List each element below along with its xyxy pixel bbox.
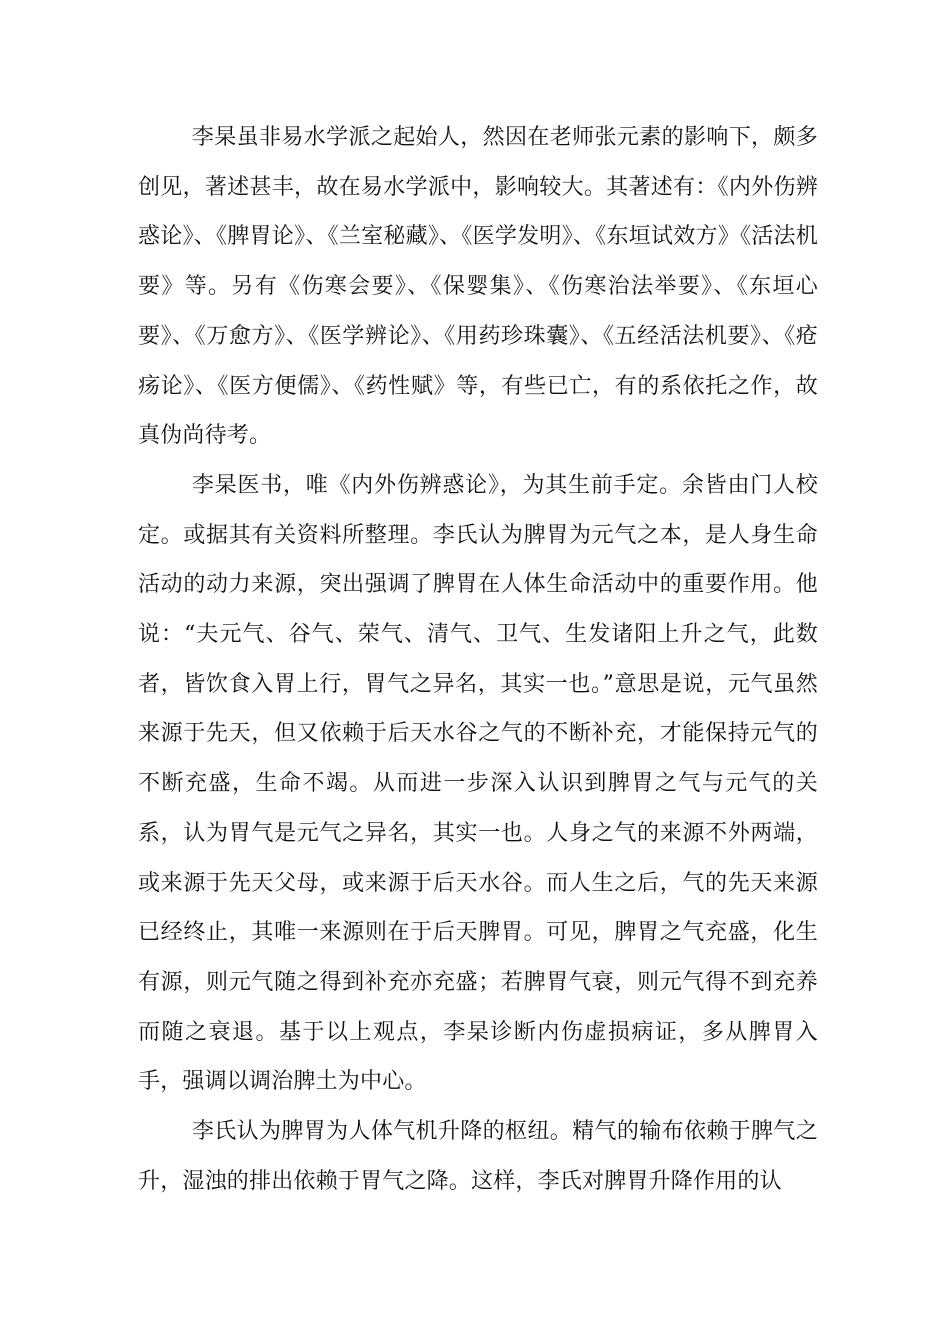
paragraph-2: 李杲医书，唯《内外伤辨惑论》，为其生前手定。余皆由门人校定。或据其有关资料所整理。李氏认为脾胃为元气之本，是人身生命活动的动力来源，突出强调了脾胃在人体生命活动中的重要作用。他说：“夫元气、谷气、荣气、清气、卫气、生发诸阳上升之气，此数者，皆饮食入胃上行，胃气之异名，其实一也。”意思是说，元气虽然来源于先天，但又依赖于后天水谷之气的不断补充，才能保持元气的不断充盛，生命不竭。从而进一步深入认识到脾胃之气与元气的关系，认为胃气是元气之异名，其实一也。人身之气的来源不外两端，或来源于先天父母，或来源于后天水谷。而人生之后，气的先天来源已经终止，其唯一来源则在于后天脾胃。可见，脾胃之气充盛，化生有源，则元气随之得到补充亦充盛；若脾胃气衰，则元气得不到充养而随之衰退。基于以上观点，李杲诊断内伤虚损病证，多从脾胃入手，强调以调治脾土为中心。 [138,472,818,1095]
paragraph-3: 李氏认为脾胃为人体气机升降的枢纽。精气的输布依赖于脾气之升，湿浊的排出依赖于胃气之降。这样，李氏对脾胃升降作用的认 [138,1119,818,1194]
paragraph-1: 李杲虽非易水学派之起始人，然因在老师张元素的影响下，颇多创见，著述甚丰，故在易水学派中，影响较大。其著述有：《内外伤辨惑论》、《脾胃论》、《兰室秘藏》、《医学发明》、《东垣试效方》《活法机要》等。另有《伤寒会要》、《保婴集》、《伤寒治法举要》、《东垣心要》、《万愈方》、《医学辨论》、《用药珍珠囊》、《五经活法机要》、《疮疡论》、《医方便儒》、《药性赋》等，有些已亡，有的系依托之作，故真伪尚待考。 [138,125,818,449]
body-text [138,113,818,1206]
